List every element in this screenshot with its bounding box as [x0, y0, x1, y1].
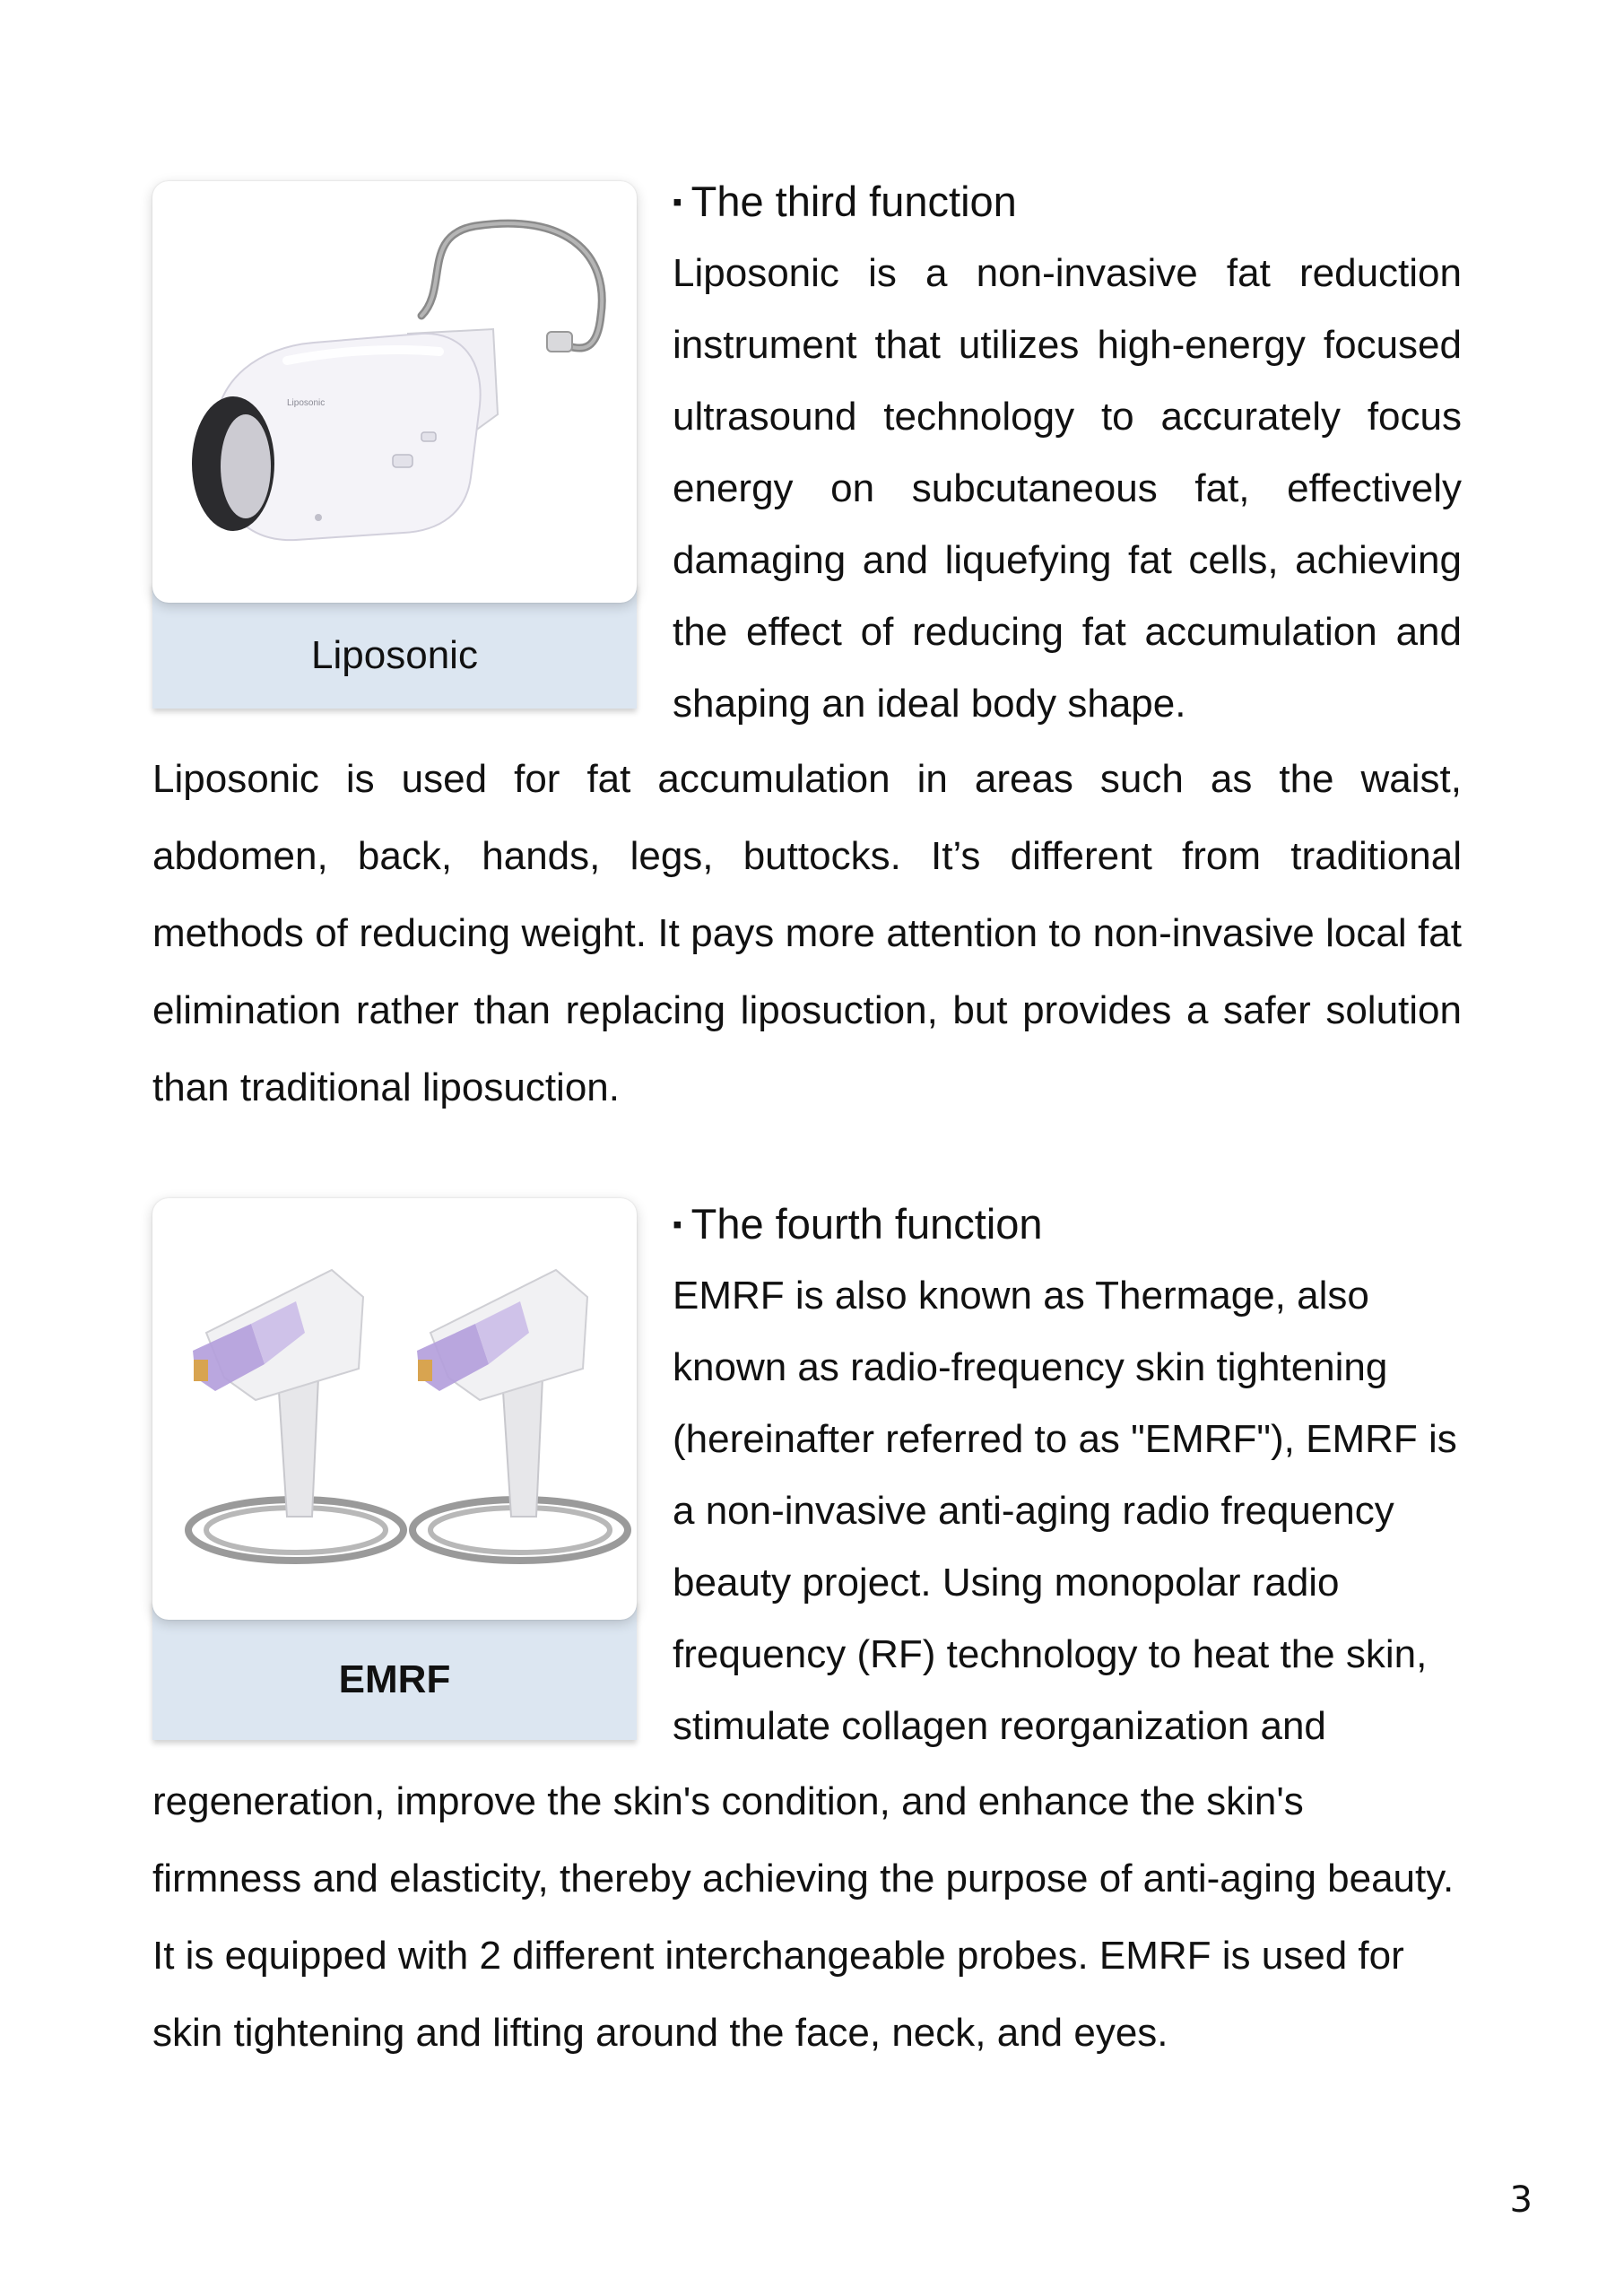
- emrf-handpiece-left: [188, 1270, 404, 1561]
- section-3-side-paragraph: Liposonic is a non-invasive fat reduction instrument that utilizes high-energy focused ultrasound technology to accurately focus energy on subcutaneous fat, effectively damaging and liquefying fat cells, achieving the effect of reducing fat accumulation and shaping an ideal body shape.: [673, 251, 1462, 726]
- section-4-full-paragraph-2: It is equipped with 2 different interchangeable probes. EMRF is used for skin tightening and lifting around the face, neck, and eyes.: [152, 1934, 1404, 2055]
- liposonic-card: [152, 181, 637, 709]
- section-4-full-paragraph-1: regeneration, improve the skin's condition, and enhance the skin's firmness and elasticity, thereby achieving the purpose of anti-aging beauty.: [152, 1779, 1455, 1900]
- section-4-text: [673, 1189, 1462, 1762]
- bullet-icon: ▪: [673, 1210, 682, 1239]
- emrf-card: [152, 1198, 637, 1740]
- section-4-side-paragraph: EMRF is also known as Thermage, also known as radio-frequency skin tightening (hereinafter referred to as "EMRF"), EMRF is a non-invasive anti-aging radio frequency beauty project. Using monopolar radio frequency (RF) technology to heat the skin, stimulate collagen reorganization and: [673, 1274, 1457, 1748]
- bullet-icon: ▪: [673, 187, 682, 217]
- emrf-device-image: [152, 1198, 637, 1620]
- emrf-device-illustration: [152, 1198, 637, 1620]
- section-4-full-text: [152, 1763, 1462, 2072]
- emrf-caption: EMRF: [152, 1600, 637, 1740]
- section-4-heading-text: The fourth function: [690, 1200, 1043, 1248]
- section-4-heading: [673, 1189, 1462, 1260]
- liposonic-device-image: [152, 181, 637, 603]
- section-3-heading: [673, 167, 1462, 238]
- section-3-text: [673, 167, 1462, 740]
- section-3-full-paragraph: Liposonic is used for fat accumulation in areas such as the waist, abdomen, back, hands, legs, buttocks. It’s different from traditional methods of reducing weight. It pays more attention to non-invasive local fat elimination rather than replacing liposuction, but provides a safer solution than traditional liposuction.: [152, 757, 1462, 1109]
- liposonic-device-illustration: [152, 181, 637, 603]
- liposonic-caption: Liposonic: [152, 583, 637, 709]
- section-3-heading-text: The third function: [690, 178, 1017, 225]
- page-number: 3: [1509, 2179, 1533, 2221]
- device-brand-label: Liposonic: [287, 398, 326, 408]
- emrf-handpiece-right: [413, 1270, 628, 1561]
